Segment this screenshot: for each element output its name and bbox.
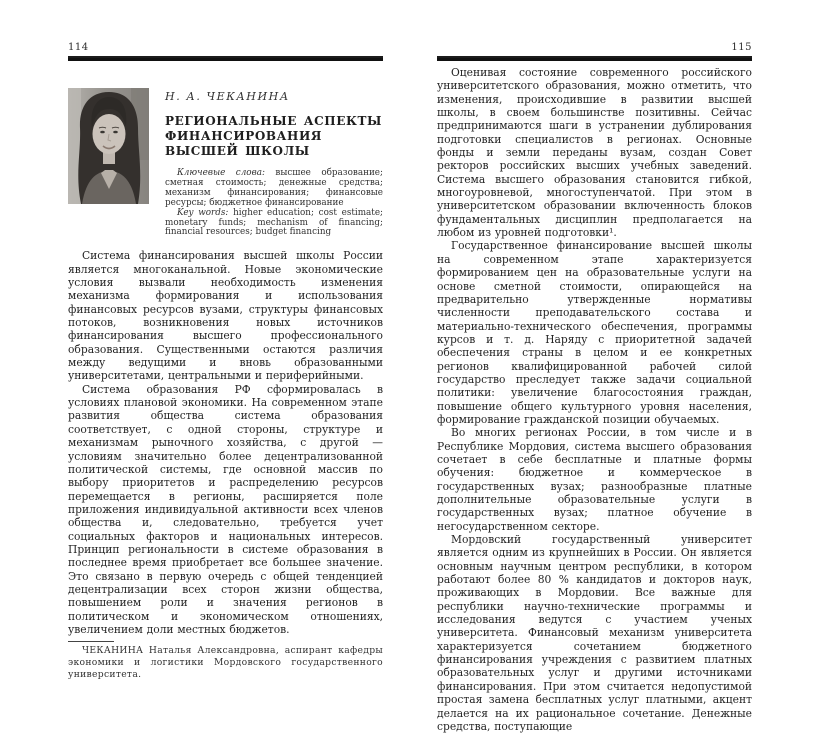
keywords-ru-text: высшее образование; сметная стоимость; денежные средства; механизм финансирования; финансовые ресурсы; бюджетное финансирование [165, 168, 383, 208]
author-name: Н. А. ЧЕКАНИНА [165, 90, 290, 103]
body-text-left [68, 249, 383, 636]
article-title-line-3: ВЫСШЕЙ ШКОЛЫ [165, 144, 310, 158]
author-photo [68, 88, 149, 204]
article-header [68, 88, 383, 238]
article-title-line-1: РЕГИОНАЛЬНЫЕ АСПЕКТЫ [165, 114, 383, 128]
page-114 [68, 42, 384, 680]
body-text-right [437, 66, 752, 733]
article-title-line-2: ФИНАНСИРОВАНИЯ [165, 129, 323, 143]
keywords-ru-label: Ключевые слова: [177, 168, 265, 178]
header-rule-right [437, 56, 752, 61]
keywords-en [165, 209, 383, 239]
body-paragraph: Во многих регионах России, в том числе и в Республике Мордовия, система высшего образования сочетает в себе бесплатные и платные формы обучения: бюджетное и коммерческое в государственных вузах; разнообразные платные дополнительные образовательные услуги в государственных вузах; платное обучение в негосударственном секторе. [437, 426, 752, 533]
body-paragraph: Система финансирования высшей школы России является многоканальной. Новые экономические условия вызвали необходимость изменения механизма формирования и использования финансовых ресурсов вузами, структуры финансовых потоков, возникновения новых источников финансирования высшего профессионального образования. Существенными остаются различия между ведущими и вновь образованными университетами, центральными и периферийными. [68, 249, 383, 383]
author-footnote: ЧЕКАНИНА Наталья Александровна, аспирант кафедры экономики и логистики Мордовского государственного университета. [68, 645, 383, 680]
header-rule-left [68, 56, 383, 61]
keywords-ru [165, 169, 383, 209]
keywords-en-text: higher education; cost estimate; monetary funds; mechanism of financing; financial resources; budget financing [165, 207, 384, 238]
header-text-block [165, 88, 383, 238]
author-portrait-image [68, 88, 149, 204]
footnote-separator [68, 641, 114, 642]
page-number-right: 115 [731, 42, 752, 53]
body-paragraph: Государственное финансирование высшей школы на современном этапе характеризуется формированием цен на образовательные услуги на основе сметной стоимости, опирающейся на предварительно утвержденные нормативы численности преподавательского состава и материально-технического обеспечения, программы курсов и т. д. Наряду с приоритетной задачей обеспечения страны в целом и ее конкретных регионов квалифицированной рабочей силой государство преследует также задачи социальной политики: увеличение благосостояния граждан, повышение общего культурного уровня населения, формирование гражданской позиции обучаемых. [437, 239, 752, 426]
body-paragraph: Оценивая состояние современного российского университетского образования, можно отметить, что изменения, происходившие в развитии высшей школы, в своем большинстве позитивны. Сейчас предпринимаются шаги в устранении дублирования подготовки специалистов в регионах. Основные фонды и земли переданы вузам, создан Совет ректоров российских высших учебных заведений. Система высшего образования становится гибкой, многоуровневой, многоступенчатой. При этом в университетском образовании включенность блоков фундаментальных дисциплин предполагается на любом из уровней подготовки¹. [437, 66, 752, 240]
page-number-left: 114 [68, 42, 89, 53]
body-paragraph: Система образования РФ сформировалась в условиях плановой экономики. На современном этапе развития общества система образования соответствует, с одной стороны, структуре и механизмам рыночного хозяйства, с другой — условиям значительно более децентрализованной политической системы, где основной массив по выбору приоритетов и распределению ресурсов перемещается в регионы, расширяется поле приложения индивидуальной активности всех членов общества и, следовательно, требуется учет социальных факторов и национальных интересов. Принцип региональности в системе образования в последнее время приобретает все большее значение. Это связано в первую очередь с общей тенденцией децентрализации всех сторон жизни общества, повышением роли и значения регионов в политическом и экономическом отношениях, увеличением доли местных бюджетов. [68, 382, 383, 636]
page-115 [437, 42, 752, 733]
keywords-en-label: Key words: [177, 207, 229, 218]
body-paragraph: Мордовский государственный университет является одним из крупнейших в России. Он является основным научным центром республики, в котором работают более 80 % кандидатов и докторов наук, проживающих в Мордовии. Все важные для республики научно-технические программы и исследования ведутся с участием ученых университета. Финансовый механизм университета характеризуется сочетанием бюджетного финансирования учреждения с развитием платных образовательных услуг и другими источниками финансирования. При этом считается недопустимой простая замена бесплатных услуг платными, акцент делается на их рациональное сочетание. Денежные средства, поступающие [437, 533, 752, 733]
